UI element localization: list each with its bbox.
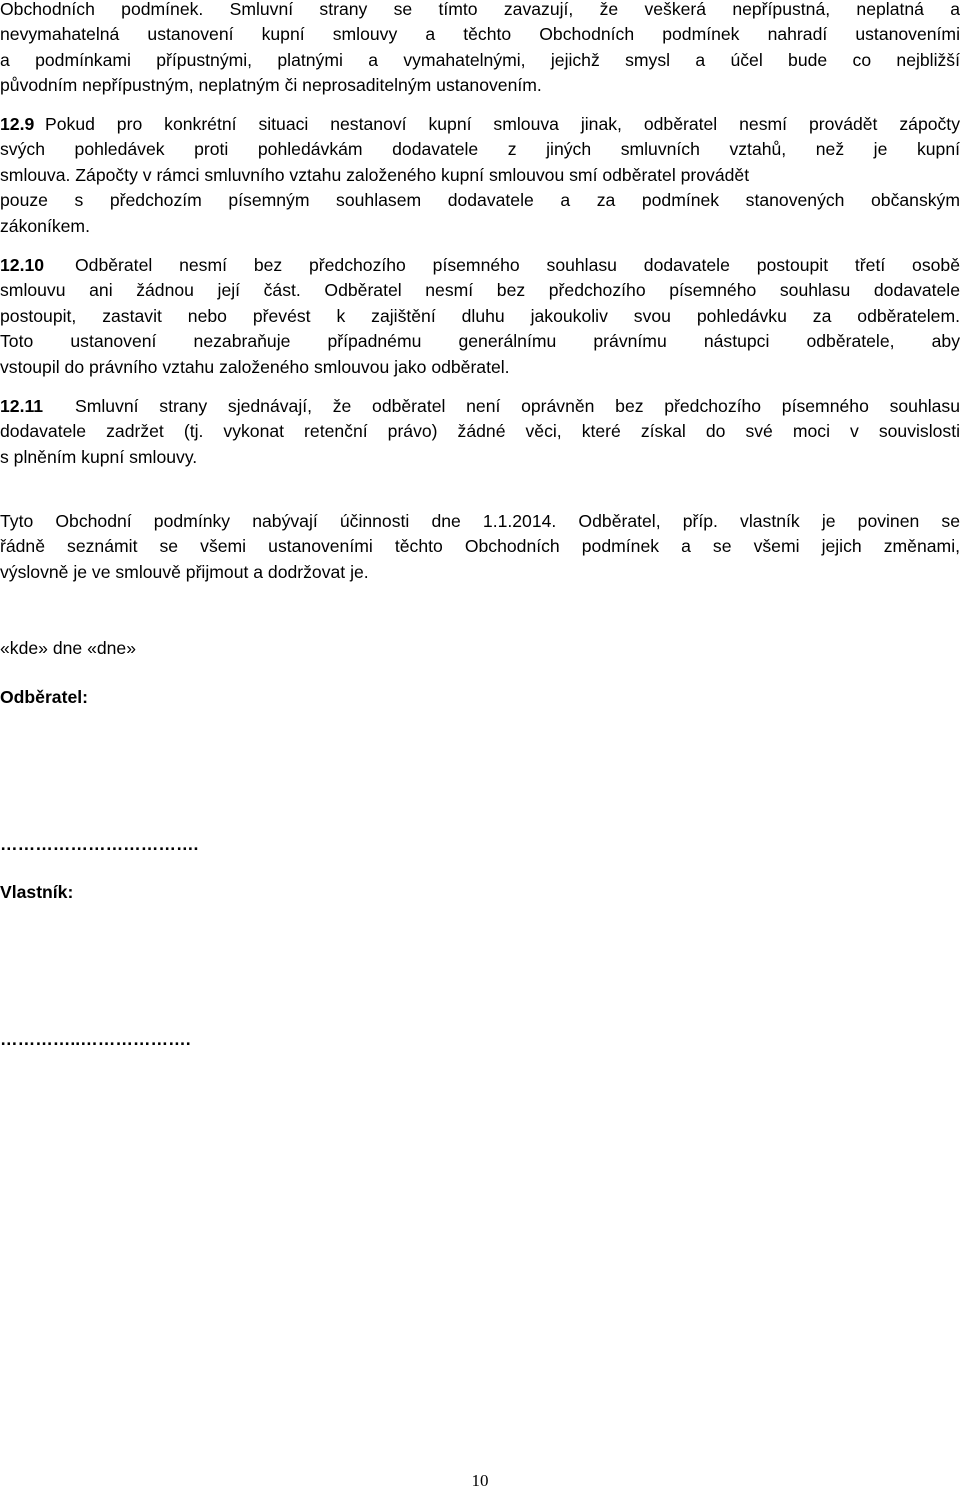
clause-line: s plněním kupní smlouvy. (0, 446, 198, 467)
clause-line: pouze s předchozím písemným souhlasem dodavatele a za podmínek stanovených občanským (0, 190, 960, 211)
clause-line: Smluvní strany sjednávají, že odběratel není oprávněn bez předchozího písemného souhlasu (75, 396, 960, 416)
clause-number: 12.10 (0, 255, 45, 275)
clause-line: smlouva. Zápočty v rámci smluvního vztahu založeného kupní smlouvou smí odběratel provádět (0, 164, 750, 185)
clause-line: postoupit, zastavit nebo převést k zajištění dluhu jakoukoliv svou pohledávku za odběratelem. (0, 305, 960, 326)
owner-signature-line: …………..………………. (0, 1029, 191, 1049)
clause-line: smlouvu ani žádnou její část. Odběratel nesmí bez předchozího písemného souhlasu dodavatele (0, 280, 960, 301)
clause-line: svých pohledávek proti pohledávkám dodavatele z jiných smluvních vztahů, než je kupní (0, 139, 960, 160)
clause-12-10 (0, 253, 960, 380)
clause-line: vstoupil do právního vztahu založeného smlouvou jako odběratel. (0, 356, 510, 377)
clause-line: zákoníkem. (0, 215, 90, 236)
place-date: «kde» dne «dne» (0, 638, 136, 658)
paragraph-line: původním nepřípustným, neplatným či neprosaditelným ustanovením. (0, 75, 542, 96)
paragraph-line: Obchodních podmínek. Smluvní strany se tímto zavazují, že veškerá nepřípustná, neplatná a (0, 0, 960, 19)
clause-line: dodavatele zadržet (tj. vykonat retenční právo) žádné věci, které získal do své moci v souvislosti (0, 421, 960, 442)
paragraph-line: a podmínkami přípustnými, platnými a vymahatelnými, jejichž smysl a účel bude co nejbližší (0, 49, 960, 70)
paragraph-line: nevymahatelná ustanovení kupní smlouvy a těchto Obchodních podmínek nahradí ustanoveními (0, 24, 960, 45)
owner-label: Vlastník: (0, 882, 74, 902)
clause-line: Pokud pro konkrétní situaci nestanoví kupní smlouva jinak, odběratel nesmí provádět zápočty (45, 114, 960, 134)
clause-line: Toto ustanovení nezabraňuje případnému generálnímu právnímu nástupci odběratele, aby (0, 331, 960, 352)
clause-line: Odběratel nesmí bez předchozího písemného souhlasu dodavatele postoupit třetí osobě (75, 255, 960, 275)
paragraph-line: výslovně je ve smlouvě přijmout a dodržovat je. (0, 561, 369, 582)
clause-12-11 (0, 394, 960, 470)
paragraph-line: řádně seznámit se všemi ustanoveními těchto Obchodních podmínek a se všemi jejich změnami, (0, 536, 960, 557)
continuation-paragraph (0, 0, 960, 99)
clause-number: 12.9 (0, 114, 35, 134)
customer-label: Odběratel: (0, 687, 88, 707)
closing-paragraph (0, 509, 960, 585)
page-number: 10 (471, 1471, 489, 1490)
clause-number: 12.11 (0, 396, 44, 416)
clause-12-9 (0, 112, 960, 239)
customer-signature-line: ……………………………. (0, 834, 199, 854)
paragraph-line: Tyto Obchodní podmínky nabývají účinnosti dne 1.1.2014. Odběratel, příp. vlastník je povinen se (0, 511, 960, 531)
